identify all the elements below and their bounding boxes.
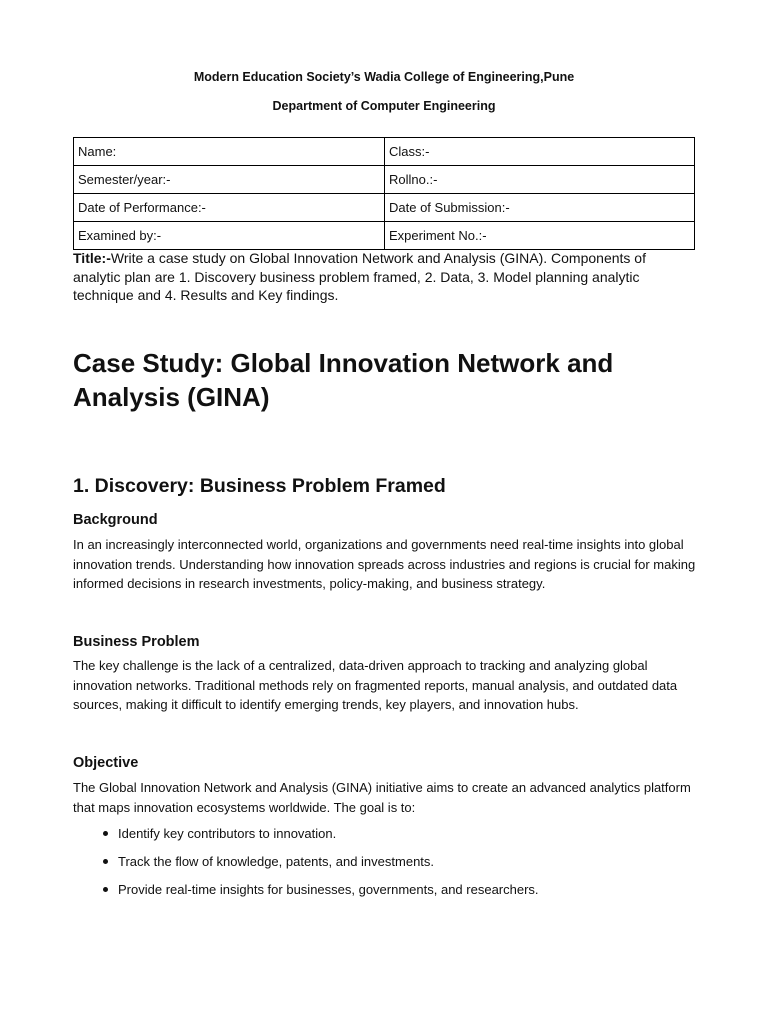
objective-text: The Global Innovation Network and Analysis (GINA) initiative aims to create an advanced analytics platform that maps innovation ecosystems worldwide. The goal is to:: [73, 780, 691, 815]
college-name: Modern Education Society’s Wadia College of Engineering,Pune: [193, 70, 575, 84]
table-cell: Date of Submission:-: [385, 194, 695, 222]
assignment-title: [73, 249, 695, 305]
table-row: [74, 222, 695, 250]
objective-list: [73, 824, 693, 908]
table-cell: Date of Performance:-: [74, 194, 385, 222]
title-text: Write a case study on Global Innovation Network and Analysis (GINA). Components of analytic plan are 1. Discovery business problem framed, 2. Data, 3. Model planning analytic technique and 4. Results and Key findings.: [73, 250, 646, 303]
background-text: In an increasingly interconnected world, organizations and governments need real-time insights into global innovation trends. Understanding how innovation spreads across industries and regions is crucial for making informed decisions in research investments, policy-making, and business strategy.: [73, 537, 696, 591]
list-item-text: Identify key contributors to innovation.: [118, 826, 337, 841]
list-item: [73, 880, 693, 908]
table-cell: Name:: [74, 138, 385, 166]
section-heading: 1. Discovery: Business Problem Framed: [73, 475, 446, 497]
table-row: [74, 166, 695, 194]
background-heading: Background: [73, 512, 158, 528]
table-cell: Class:-: [385, 138, 695, 166]
table-cell: Semester/year:-: [74, 166, 385, 194]
bullet-icon: [103, 831, 108, 836]
list-item-text: Provide real-time insights for businesses, governments, and researchers.: [118, 882, 539, 897]
list-item-text: Track the flow of knowledge, patents, and investments.: [118, 854, 435, 869]
business-problem-heading: Business Problem: [73, 634, 200, 650]
department-name: Department of Computer Engineering: [272, 99, 496, 113]
title-label: Title:-: [73, 250, 111, 266]
table-cell: Examined by:-: [74, 222, 385, 250]
objective-heading: Objective: [73, 755, 139, 771]
table-row: [74, 138, 695, 166]
list-item: [73, 824, 693, 852]
table-cell: Experiment No.:-: [385, 222, 695, 250]
bullet-icon: [103, 859, 108, 864]
bullet-icon: [103, 887, 108, 892]
table-row: [74, 194, 695, 222]
case-study-heading: Case Study: Global Innovation Network and Analysis (GINA): [73, 348, 614, 412]
table-cell: Rollno.:-: [385, 166, 695, 194]
student-info-table: [73, 137, 695, 250]
business-problem-text: The key challenge is the lack of a centralized, data-driven approach to tracking and analyzing global innovation networks. Traditional methods rely on fragmented reports, manual analysis, and outdated data sources, making it difficult to identify emerging trends, key players, and innovation hubs.: [73, 658, 678, 712]
list-item: [73, 852, 693, 880]
